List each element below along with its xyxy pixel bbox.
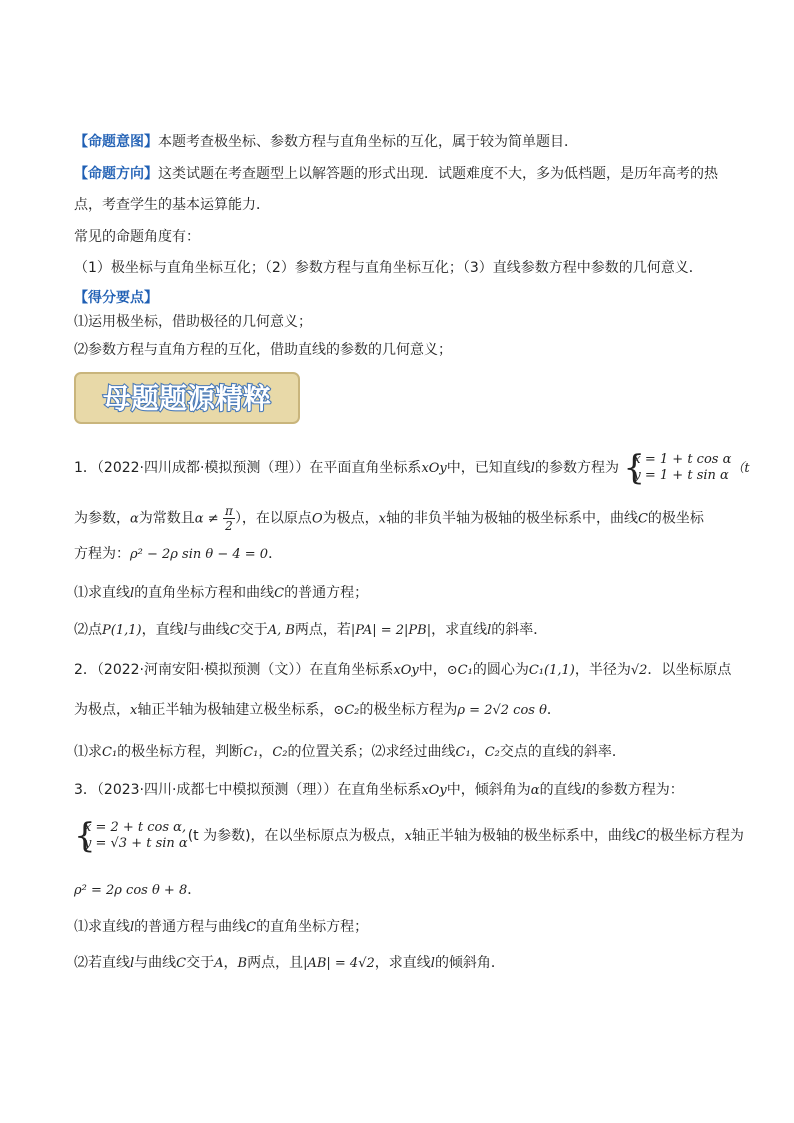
p1-text: （t: [731, 461, 750, 476]
p1-math: α: [130, 511, 139, 527]
p1-math: x: [378, 511, 386, 527]
p3-text: 的直角坐标方程；: [256, 919, 369, 935]
p3-math: l: [130, 956, 135, 971]
p2-text: 的极坐标方程，判断: [117, 744, 244, 760]
p1-text: ，直线: [141, 622, 184, 638]
p3-text: ⑵若直线: [74, 955, 130, 971]
p1-text: 的直角坐标方程和曲线: [134, 585, 275, 601]
p3-text: 两点，且: [247, 955, 304, 971]
p1-text: 两点，若: [294, 622, 351, 638]
p3-eq1: x = 2 + t cos α,: [84, 820, 187, 835]
p1-eq2: y = 1 + t sin α: [633, 468, 729, 483]
p1-math: l: [130, 586, 135, 601]
p2-text: ．以坐标原点: [647, 662, 732, 678]
p1-math: A, B: [267, 623, 295, 638]
p2-math: C₂: [272, 745, 288, 760]
p3-line-1: [74, 780, 684, 801]
p3-text: ，: [223, 955, 238, 971]
p2-math: C₁: [243, 745, 259, 760]
p1-text: 与曲线: [187, 622, 230, 638]
frac-num: π: [225, 504, 233, 518]
p1-text: 为常数且: [138, 510, 195, 527]
p3-text: 的直线: [539, 782, 582, 798]
p3-text: 3．（2023·四川·成都七中模拟预测（理））在直角坐标系: [74, 782, 422, 798]
p3-math: A: [214, 956, 224, 971]
p3-text: ．: [187, 882, 202, 898]
p2-text: 交点的直线的斜率．: [499, 744, 626, 760]
p2-question: [74, 742, 626, 763]
p2-text: 的极坐标方程为: [359, 702, 458, 718]
p1-text: 的普通方程；: [284, 585, 369, 601]
p3-math: C: [635, 829, 646, 844]
p2-math: C₁: [102, 745, 118, 760]
p2-line-1: [74, 660, 731, 681]
p3-math: B: [237, 956, 248, 971]
p2-text: 为极点，: [74, 702, 130, 718]
direction-line-1: [74, 164, 718, 184]
score-point-2: ⑵参数方程与直角方程的互化，借助直线的参数的几何意义；: [74, 342, 452, 358]
p1-math: l: [487, 623, 492, 638]
p1-text: ，求直线: [431, 622, 488, 638]
p3-math: x: [404, 829, 412, 844]
angles-list: （1）极坐标与直角坐标互化；（2）参数方程与直角坐标互化；（3）直线参数方程中参数的几何意义．: [74, 260, 703, 276]
p1-text: 交于: [239, 622, 268, 638]
p3-math: xOy: [421, 783, 447, 798]
common-angles: 常见的命题角度有：: [74, 229, 200, 245]
p1-text: 1．（2022·四川成都·模拟预测（理））在平面直角坐标系: [74, 460, 422, 476]
p3-text: (t 为参数)，在以坐标原点为极点，: [187, 828, 405, 844]
p1-param-system: { x = 1 + t cos α y = 1 + t sin α: [623, 448, 732, 488]
p3-text: 的普通方程与曲线: [134, 919, 247, 935]
p1-math: |PA| = 2|PB|: [350, 623, 432, 638]
p1-text: 的参数方程为: [534, 460, 619, 476]
p3-math: l: [130, 920, 135, 935]
p2-text: 的圆心为: [472, 662, 529, 678]
p3-text: 的参数方程为：: [585, 782, 684, 798]
p3-text: 中，倾斜角为: [446, 782, 531, 798]
p2-text: 的位置关系；⑵求经过曲线: [287, 744, 456, 760]
p1-line-1: [74, 448, 750, 488]
p3-param-system: { x = 2 + t cos α, y = √3 + t sin α: [74, 816, 188, 856]
p3-question-2: [74, 953, 505, 974]
p1-math: C: [274, 586, 285, 601]
section-banner: [74, 372, 300, 424]
p3-line-2: [74, 816, 744, 856]
p1-question-2: [74, 620, 547, 641]
p2-text: ．: [546, 702, 561, 718]
p2-line-2: [74, 700, 561, 721]
p2-math: √2: [630, 663, 648, 678]
p2-math: C₁: [455, 745, 471, 760]
score-line: [74, 288, 158, 308]
p1-line-2: [74, 504, 704, 533]
p3-math: C: [246, 920, 257, 935]
p2-math: C₁(1,1): [528, 663, 575, 678]
p1-text: 轴的非负半轴为极轴的极坐标系中，曲线: [385, 510, 638, 527]
p2-text: ，: [258, 744, 273, 760]
p1-math: xOy: [421, 461, 447, 476]
p2-text: ，: [470, 744, 485, 760]
p3-math: l: [581, 783, 586, 798]
p2-math: xOy: [393, 663, 419, 678]
p1-math: l: [183, 623, 188, 638]
intent-text: 本题考查极坐标、参数方程与直角坐标的互化，属于较为简单题目．: [158, 134, 578, 150]
p1-text: 的斜率．: [491, 622, 548, 638]
p3-question-1: [74, 917, 368, 938]
p3-text: 轴正半轴为极轴的极坐标系中，曲线: [411, 828, 636, 844]
p3-text: ⑴求直线: [74, 919, 130, 935]
direction-line-2: 点，考查学生的基本运算能力．: [74, 197, 270, 213]
p3-line-3: [74, 880, 201, 901]
p1-line-3: [74, 544, 282, 565]
p3-math: α: [530, 783, 540, 798]
p2-text: ⑴求: [74, 744, 102, 760]
p1-text: 的极坐标: [647, 510, 704, 527]
p1-text: 方程为：: [74, 546, 130, 562]
p2-text: ，半径为: [574, 662, 631, 678]
p2-math: ρ = 2√2 cos θ: [457, 703, 547, 718]
p1-math: l: [530, 461, 535, 476]
p2-math: x: [130, 703, 138, 718]
p2-math: C₂: [484, 745, 500, 760]
p1-math: C: [637, 511, 648, 527]
score-tag: 【得分要点】: [74, 290, 158, 306]
p1-fraction: [223, 504, 235, 533]
p2-text: 轴正半轴为极轴建立极坐标系，: [137, 702, 334, 718]
score-point-1: ⑴运用极坐标，借助极径的几何意义；: [74, 314, 312, 330]
p2-math: ⊙C₂: [333, 703, 360, 718]
p1-math: O: [311, 511, 323, 527]
frac-den: 2: [225, 519, 233, 533]
p1-math: ρ² − 2ρ sin θ − 4 = 0: [130, 547, 269, 562]
p1-text: 为参数，: [74, 510, 130, 527]
p3-text: ，求直线: [374, 955, 431, 971]
p2-math: ⊙C₁: [446, 663, 473, 678]
p1-text: ），在以原点: [234, 510, 312, 527]
p1-math: C: [229, 623, 240, 638]
direction-tag: 【命题方向】: [74, 166, 158, 182]
p1-math: P(1,1): [102, 623, 142, 638]
p1-question-1: [74, 583, 368, 604]
p3-text: 与曲线: [134, 955, 177, 971]
p3-text: 的倾斜角．: [434, 955, 505, 971]
direction-text-1: 这类试题在考查题型上以解答题的形式出现．试题难度不大，多为低档题，是历年高考的热: [158, 166, 718, 182]
p1-math: α ≠: [194, 511, 219, 527]
p3-eq2: y = √3 + t sin α: [84, 836, 188, 851]
intent-tag: 【命题意图】: [74, 134, 158, 150]
p1-text: 为极点，: [322, 510, 379, 527]
banner-title: 母题题源精粹: [102, 382, 272, 415]
banner-graphic: [74, 372, 300, 424]
p3-math: l: [430, 956, 435, 971]
p3-math: ρ² = 2ρ cos θ + 8: [74, 883, 188, 898]
p3-text: 的极坐标方程为: [645, 828, 744, 844]
intent-line: [74, 132, 578, 152]
p1-text: 中，已知直线: [446, 460, 531, 476]
p1-text: ．: [268, 546, 283, 562]
p1-text: ⑴求直线: [74, 585, 130, 601]
p3-math: |AB| = 4√2: [303, 956, 375, 971]
p2-text: 中，: [418, 662, 447, 678]
p1-eq1: x = 1 + t cos α: [633, 452, 732, 467]
p1-text: ⑵点: [74, 622, 102, 638]
p2-text: 2．（2022·河南安阳·模拟预测（文））在直角坐标系: [74, 662, 394, 678]
p3-math: C: [176, 956, 187, 971]
p3-text: 交于: [186, 955, 215, 971]
